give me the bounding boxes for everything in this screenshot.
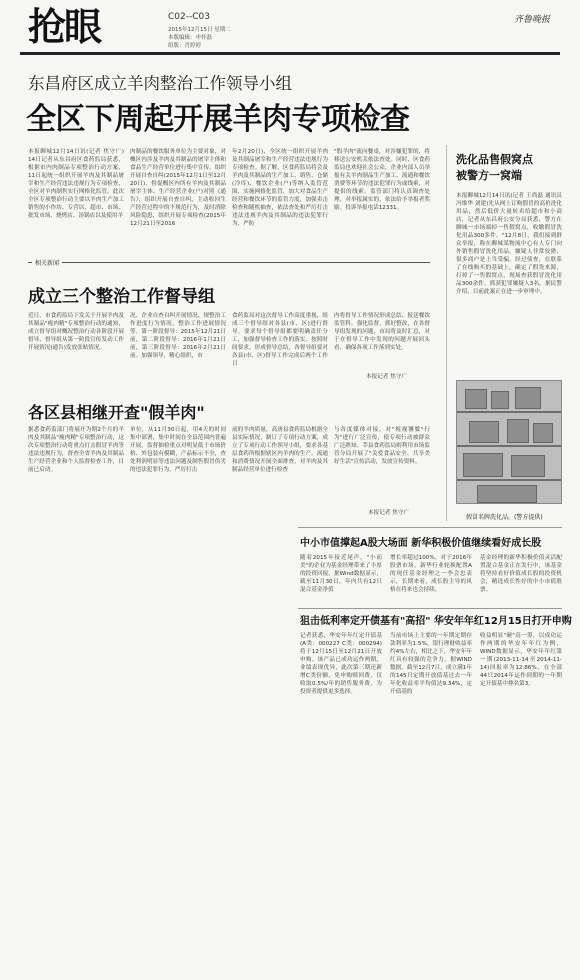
photo-shelf — [457, 411, 561, 413]
finance1-headline: 中小市值撑起A股大场面 新华积极价值继续看好成长股 — [300, 538, 542, 549]
story2-signature: 本报记者 焦守广 — [366, 374, 407, 380]
photo-product-box — [469, 421, 499, 443]
sidebar-title-line-2: 被警方一窝端 — [456, 169, 522, 182]
masthead — [20, 6, 560, 52]
editor-line: 本版编辑：申怀磊 — [168, 35, 213, 41]
story3-headline: 各区县相继开查"假羊肉" — [28, 403, 205, 422]
sidebar-photo — [456, 380, 562, 504]
lead-column-2: 肉制品的餐饮服务单位为主要对象，对概区内涉及羊肉及其制品的屠宰主体和食品生产经营单位进行集中宣传，组织开展自查自纠(2015年12月1日至12月20日)、督促概区内所有羊肉及其制品屠宰主体、生产经营企业(户)对照《通告》，组织开展自查自纠，主动收回生产经营过程中的不规范行为，及时消除风险隐患，组织开展专项检查(2015年12月21日至2016 — [130, 149, 226, 227]
finance2-column-1: 记者获悉，华安年年红定开债基(A类：000227 C类：000294)将于12月15日至12月21日开放申购。该产品已成功运作两期，业绩表现优异，此次第三期还新增C类份额，免申购赎回费，仅收取0.5%/年的销售服务费，为投资者提供更多选择。 — [300, 633, 382, 695]
finance-mid-rule — [298, 608, 562, 609]
lead-column-3: 年2月20日)，全区统一组织开展羊肉及其制品屠宰和生产经营违法违规行为专项检查。据了解，区食药监局将会及羊肉及其制品的生产加工、销售、仓储(冷库)、餐饮企业(户)等纳入监管范围，实施网格化监管，加大对食品生产经营和餐饮环节的监管力度，加强卖击检查和随机抽查，依法查处和严厉打击违法违规羊肉及其制品的违法犯罪行为，严防 — [232, 149, 328, 227]
section-logo: 抢眼 — [28, 5, 101, 49]
date-line: 2015年12月15日 星期二 — [168, 27, 231, 33]
story2-column-1: 近日，市食药监局下发关于开展羊肉及其制品"瘦肉精"专项整治行动的通知，成立督导组对概况整治行动各阶段开展督导，督导组从第一阶段宣传发动工作开展情况(通告)发放张贴情况。 — [28, 313, 124, 351]
photo-product-box — [477, 485, 537, 503]
finance2-column-3: 收益明显"硬"高一筹，以成功运作两期的华安年年红为例，WIND数据显示，华安年年红第一期(2013-11-14至2014-11-14)回报率为12.86%，在全部44只2014年运作到期的一年期定开债基中排名第3。 — [480, 633, 562, 687]
sidebar-title — [456, 152, 533, 184]
sidebar-title-line-1: 洗化品售假窝点 — [456, 153, 533, 166]
photo-caption: 假冒名牌洗化品。(警方提供) — [466, 514, 543, 521]
photo-product-box — [533, 423, 553, 443]
finance1-column-3: 基金经理的新华积极价值灵活配置混合基金正在发行中，该基金将坚持看好价值成长股的投资机会，精选成长性好的中小市值股票。 — [480, 555, 562, 593]
lead-column-4: "假羊肉"流向餐桌，对涉嫌犯罪的，将移送公安机关依法查处。同时，区食药监局也欢迎社会公众、企业内部人员举报有关羊肉制品生产加工、流通和餐饮消费等环节的违法犯罪行为或线索，对提供的线索，监管部门将认真调查处理，对举报属实的，依法给予举报者奖励。投诉举报电话12331。 — [334, 149, 430, 211]
story3-column-1: 据悉食药监部门将展开为期2个月的羊肉及其制品"瘦肉精"专项整治行动，这次专项整治行动将重点打击假冒羊肉等违法违规行为，督查全省羊肉及其制品生产经营企业和个人监督检查工作，目前已启动。 — [28, 427, 124, 473]
photo-product-box — [465, 389, 487, 409]
masthead-rule — [20, 52, 560, 55]
photo-product-box — [463, 453, 503, 477]
photo-product-box — [507, 419, 529, 443]
photo-shelf — [457, 445, 561, 447]
photo-product-box — [515, 387, 541, 409]
sidebar-divider — [446, 145, 447, 521]
story3-column-4: 与各度媒体对接，对"视视饕餮"行为"进行广泛宣传，使专项行动被群众广泛熟知。莘县食药监局则利用市场监管分局开展了"关爱食品安全、共享美好生活"宣传活动，发放宣传资料。 — [334, 427, 430, 465]
finance1-column-1: 随着2015年接近尾声，"小而美"的企业为基金经理带来了丰厚的投资回报，据Wind数据显示，截至11月30日，年内共有12只混合基金净值 — [300, 555, 382, 593]
story2-column-3: 食药监局对这次督导工作高度重视，组成三个督导组对各县(市、区)进行督导，要求每个督导组都要明确责任分工，加强督导检查工作的落实。按照时间要求，形成督导总结，各督导组要对各县(市、区)督导工作完成后两个工作日 — [232, 313, 328, 367]
lead-kicker: 东昌府区成立羊肉整治工作领导小组 — [28, 74, 292, 93]
finance-top-rule — [298, 527, 562, 528]
photo-product-box — [511, 455, 545, 477]
photo-shelf — [457, 479, 561, 481]
story3-column-3: 前的羊肉质量。高唐县食药监局根据全县实际情况，制订了专项行动方案，成立了专项行动工作领导小组，要求各基层食药所根据辖区内羊肉的生产、流通和消费情况开展全面排查，对羊肉及其制品经营单位进行检查 — [232, 427, 328, 473]
paper-name: 齐鲁晚报 — [513, 15, 550, 25]
lead-headline: 全区下周起开展羊肉专项检查 — [26, 102, 410, 137]
page-code: C02--C03 — [168, 12, 210, 22]
story2-headline: 成立三个整治工作督导组 — [28, 287, 215, 307]
photo-product-box — [491, 391, 509, 409]
story2-column-4: 内将督导工作情况形成总结，报送餐饮监管科。强化监督，抓好整改，在各督导组发现的问题，市局将及时汇总，对于在督导工作中发现的问题开展回头看，确保各项工作落到实处。 — [334, 313, 430, 351]
sidebar-text: 本报聊城12月14日讯(记者 王尚磊 通讯员 冯维华 刘建)先从网上订购假冒的高价洗化用品，然后低价大量转卖给超市和小商店，记者从东昌府公安分局获悉，警方在聊城一市场端掉一售假窝点，收缴假冒洗化用品300多件。"12月8日，我们接到群众举报，称在聊城某物流中心有人专门向外销售假冒洗化用品，嫌疑人非常狡猾，很多商户是上当受骗，经过侦查，在联系了在线购买的基础上，确定了假货来源，打掉了一售假窝点，现场查获假冒洗化用品300余件，抓获犯罪嫌疑人3名。据民警介绍，目前此案正在进一步审理中。 — [456, 193, 562, 295]
finance2-headline: 狙击低利率定开债基有"高招" 华安年年红12月15日打开申购 — [300, 616, 572, 627]
story3-signature: 本报记者 焦守广 — [368, 510, 409, 516]
finance1-column-2: 增长率超过100%，对于2016年股票市场，新华行业轮换配置A的现任基金经理之一李会忠表示，长期来看，成长股主导的风格在将来也会持续。 — [390, 555, 472, 593]
story3-column-2: 单位，从11月30日起，用4天的时间集中部署，集中时间在全县范围内普遍开展，监督抽检重点对明显低于市场价格、外包装有模糊，产品标示不全，查处利润明显等违法问题及制售假冒伪劣的违法犯罪行为，严厉打击 — [130, 427, 226, 473]
lead-column-1: 本报聊城12月14日讯(记者 焦守广) 14日记者从东昌府区食药监局获悉，根据市内肉制品专项整治行动方案，11日起统一组织开展羊肉及其制品屠宰和生产经营违法违规行为专项检查，全区对羊肉制售实行网格化监管。此次全区专项整治行动主要以羊肉生产加工销售的小作坊、专营店、超市、市场、批发市场、烧烤店、汤锅店以及使用羊 — [28, 149, 124, 219]
related-news-rule — [28, 262, 430, 263]
story2-column-2: 况、企业自查自纠开展情况、规整治工作进度行为情况，整治工作进展情况等。第一阶段督导：2015年12月21日前，第二阶段督导：2016年1月21日前，第三阶段督导：2016年2月21日前。加强领导，精心组织，市 — [130, 313, 226, 359]
related-news-label: 相关新闻 — [32, 258, 62, 267]
proof-line: 组版：肖婷婷 — [168, 43, 202, 49]
finance2-column-2: 当前市场上主要的一年期定期存款利率为1.5%，银行理财收益率约4%左右，相比之下，华安年年红具有较强的竞争力。据WIND数据，截至12月7日，成立满1年的145只定期开放债基过去一年年化收益率平均值达9.34%，定开债基的 — [390, 633, 472, 695]
edition-info — [168, 26, 231, 50]
